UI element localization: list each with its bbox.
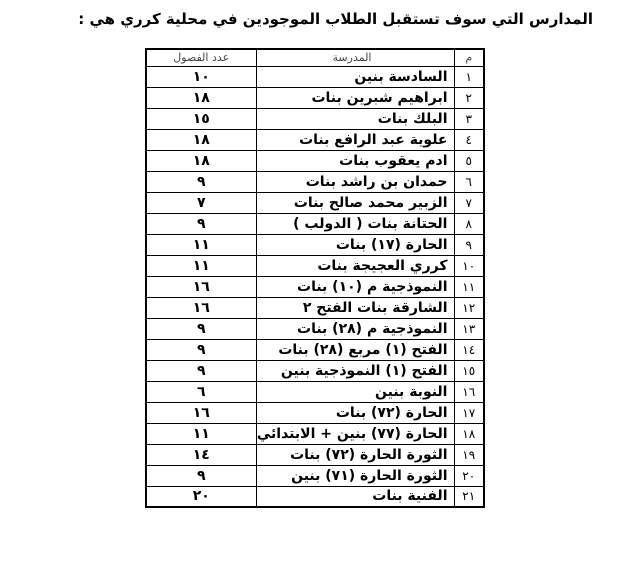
- row-number: ١٢: [454, 297, 484, 318]
- header-classes: عدد الفصول: [146, 49, 256, 66]
- row-number: ١٣: [454, 318, 484, 339]
- row-number: ٧: [454, 192, 484, 213]
- class-count: ١٨: [146, 150, 256, 171]
- table-row: [146, 423, 484, 444]
- school-name: كرري العجيجة بنات: [256, 255, 454, 276]
- class-count: ١٥: [146, 108, 256, 129]
- class-count: ٢٠: [146, 486, 256, 507]
- school-name: النوبة بنين: [256, 381, 454, 402]
- school-name: الثورة الحارة (٧١) بنين: [256, 465, 454, 486]
- row-number: ١٧: [454, 402, 484, 423]
- header-num: م: [454, 49, 484, 66]
- school-name: ادم يعقوب بنات: [256, 150, 454, 171]
- table-row: [146, 108, 484, 129]
- school-name: الفتح (١) النموذجية بنين: [256, 360, 454, 381]
- table-row: [146, 465, 484, 486]
- table-row: [146, 444, 484, 465]
- row-number: ٢١: [454, 486, 484, 507]
- table-row: [146, 129, 484, 150]
- table-row: [146, 276, 484, 297]
- class-count: ١٤: [146, 444, 256, 465]
- table-row: [146, 192, 484, 213]
- class-count: ١٦: [146, 297, 256, 318]
- school-name: علوية عبد الرافع بنات: [256, 129, 454, 150]
- school-name: الزبير محمد صالح بنات: [256, 192, 454, 213]
- row-number: ١١: [454, 276, 484, 297]
- row-number: ٣: [454, 108, 484, 129]
- row-number: ١٩: [454, 444, 484, 465]
- school-name: البلك بنات: [256, 108, 454, 129]
- school-name: الشارقة بنات الفتح ٢: [256, 297, 454, 318]
- table-row: [146, 87, 484, 108]
- row-number: ٦: [454, 171, 484, 192]
- row-number: ٨: [454, 213, 484, 234]
- page-title: المدارس التي سوف تستقبل الطلاب الموجودين في محلية كرري هي :: [78, 10, 593, 28]
- table-row: [146, 213, 484, 234]
- school-name: السادسة بنين: [256, 66, 454, 87]
- header-school: المدرسة: [256, 49, 454, 66]
- class-count: ١١: [146, 423, 256, 444]
- class-count: ٩: [146, 318, 256, 339]
- schools-table: [145, 48, 485, 508]
- table-row: [146, 486, 484, 507]
- table-row: [146, 339, 484, 360]
- class-count: ١٨: [146, 87, 256, 108]
- class-count: ٦: [146, 381, 256, 402]
- class-count: ٩: [146, 213, 256, 234]
- row-number: ١٨: [454, 423, 484, 444]
- school-name: الفنية بنات: [256, 486, 454, 507]
- school-name: الفتح (١) مربع (٢٨) بنات: [256, 339, 454, 360]
- table-row: [146, 150, 484, 171]
- class-count: ١١: [146, 234, 256, 255]
- class-count: ٩: [146, 360, 256, 381]
- school-name: الحتانة بنات ( الدولب ): [256, 213, 454, 234]
- row-number: ٩: [454, 234, 484, 255]
- table-row: [146, 318, 484, 339]
- class-count: ٩: [146, 171, 256, 192]
- school-name: حمدان بن راشد بنات: [256, 171, 454, 192]
- row-number: ١: [454, 66, 484, 87]
- class-count: ٩: [146, 339, 256, 360]
- table-row: [146, 234, 484, 255]
- table-row: [146, 171, 484, 192]
- row-number: ١٦: [454, 381, 484, 402]
- class-count: ١٠: [146, 66, 256, 87]
- table-row: [146, 297, 484, 318]
- school-name: النموذجية م (٢٨) بنات: [256, 318, 454, 339]
- table-row: [146, 255, 484, 276]
- row-number: ٤: [454, 129, 484, 150]
- table-row: [146, 402, 484, 423]
- class-count: ١١: [146, 255, 256, 276]
- row-number: ١٤: [454, 339, 484, 360]
- class-count: ٩: [146, 465, 256, 486]
- row-number: ١٥: [454, 360, 484, 381]
- school-name: الحارة (٧٧) بنين + الابتدائي: [256, 423, 454, 444]
- class-count: ١٦: [146, 402, 256, 423]
- row-number: ١٠: [454, 255, 484, 276]
- row-number: ٥: [454, 150, 484, 171]
- school-name: الحارة (١٧) بنات: [256, 234, 454, 255]
- school-name: النموذجية م (١٠) بنات: [256, 276, 454, 297]
- table-header-row: [146, 49, 484, 66]
- school-name: الحارة (٧٢) بنات: [256, 402, 454, 423]
- table-row: [146, 360, 484, 381]
- table-row: [146, 381, 484, 402]
- class-count: ١٨: [146, 129, 256, 150]
- class-count: ١٦: [146, 276, 256, 297]
- table-row: [146, 66, 484, 87]
- row-number: ٢٠: [454, 465, 484, 486]
- class-count: ٧: [146, 192, 256, 213]
- school-name: ابراهيم شبرين بنات: [256, 87, 454, 108]
- school-name: الثورة الحارة (٧٢) بنات: [256, 444, 454, 465]
- table-body: [146, 66, 484, 507]
- row-number: ٢: [454, 87, 484, 108]
